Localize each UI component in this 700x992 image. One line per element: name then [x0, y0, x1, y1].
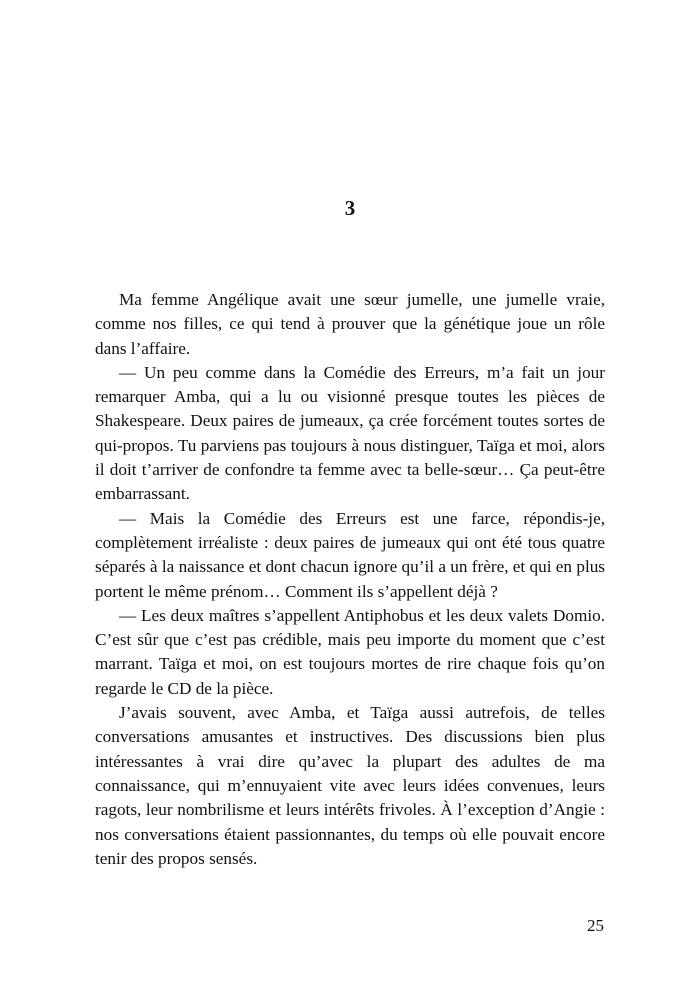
text-body [95, 288, 605, 871]
page-number: 25 [587, 916, 604, 935]
paragraph: Ma femme Angélique avait une sœur jumelle, une jumelle vraie, comme nos filles, ce qui tend à prouver que la génétique joue un rôle dans l’affaire. [95, 290, 605, 358]
chapter-number: 3 [344, 196, 356, 220]
paragraph: — Mais la Comédie des Erreurs est une farce, répondis-je, complètement irréaliste : deux paires de jumeaux qui ont été tous quatre séparés à la naissance et dont chacun ignore qu’il a un frère, et qui en plus portent le même prénom… Comment ils s’appellent déjà ? [95, 508, 605, 601]
paragraph: — Les deux maîtres s’appellent Antiphobus et les deux valets Domio. C’est sûr que c’est pas crédible, mais peu importe du moment que c’est marrant. Taïga et moi, on est toujours mortes de rire chaque fois qu’on regarde le CD de la pièce. [95, 605, 605, 698]
paragraph: — Un peu comme dans la Comédie des Erreurs, m’a fait un jour remarquer Amba, qui a lu ou visionné presque toutes les pièces de Shakespeare. Deux paires de jumeaux, ça crée forcément toutes sortes de qui-propos. Tu parviens pas toujours à nous distinguer, Taïga et moi, alors il doit t’arriver de confondre ta femme avec ta belle-sœur… Ça peut-être embarrassant. [95, 362, 605, 504]
paragraph: J’avais souvent, avec Amba, et Taïga aussi autrefois, de telles conversations amusantes et instructives. Des discussions bien plus intéressantes à vrai dire qu’avec la plupart des adultes de ma connaissance, qui m’ennuyaient vite avec leurs idées convenues, leurs ragots, leur nombrilisme et leurs intérêts frivoles. À l’exception d’Angie : nos conversations étaient passionnantes, du temps où elle pouvait encore tenir des propos sensés. [95, 703, 605, 868]
